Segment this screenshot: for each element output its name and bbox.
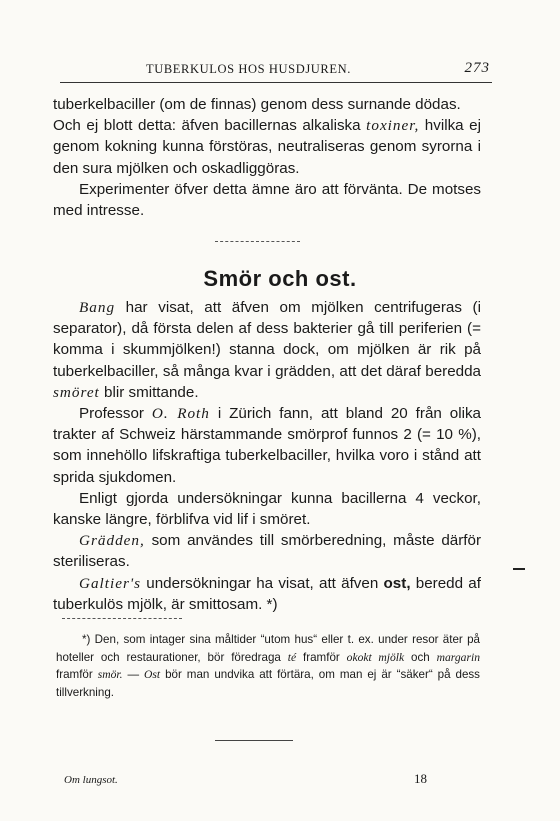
section-title: Smör och ost. bbox=[203, 266, 357, 291]
paragraph: Galtier's undersökningar ha visat, att äfven ost, beredd af tuberkulös mjölk, är smittosam. *) bbox=[53, 574, 481, 613]
body-text-section bbox=[53, 297, 481, 615]
footnote-rule bbox=[62, 618, 182, 619]
bottom-rule bbox=[215, 740, 293, 741]
paragraph: Och ej blott detta: äfven bacillernas alkaliska toxiner, hvilka ej genom kokning kunna förstöras, neutraliseras genom syrorna i den sura mjölken och oskadliggöras. bbox=[53, 117, 481, 177]
paragraph: Enligt gjorda undersökningar kunna bacillerna 4 veckor, kanske längre, förblifva vid lif i smöret. bbox=[53, 489, 481, 529]
paragraph: Bang har visat, att äfven om mjölken centrifugeras (i separator), då första delen af dess bakterier gå till periferien (= komma i skummjölken!) stanna dock, om mjölken är rik på tuberkelbaciller, så många kvar i grädden, att det däraf beredda smöret blir smittande. bbox=[53, 299, 481, 401]
paragraph: Grädden, som användes till smörberedning, måste därför steriliseras. bbox=[53, 532, 481, 571]
running-title: TUBERKULOS HOS HUSDJUREN. bbox=[146, 62, 351, 76]
page-number: 273 bbox=[464, 60, 490, 76]
section-separator bbox=[215, 241, 300, 242]
paragraph: Professor O. Roth i Zürich fann, att bland 20 från olika trakter af Schweiz härstammande smörprof funnos 2 (= 10 %), som innehöllo lifskraftiga tuberkelbaciller, hvilka voro i stånd att sprida sjukdomen. bbox=[53, 405, 482, 486]
signature-number: 18 bbox=[414, 771, 427, 786]
paragraph: Experimenter öfver detta ämne äro att förvänta. De motses med intresse. bbox=[53, 180, 481, 220]
paragraph: tuberkelbaciller (om de finnas) genom dess surnande dödas. bbox=[53, 96, 461, 113]
signature-mark: Om lungsot. bbox=[64, 774, 118, 786]
header-rule bbox=[60, 82, 492, 83]
body-text-top bbox=[53, 94, 481, 221]
margin-mark bbox=[513, 568, 525, 570]
footnote-text: *) Den, som intager sina måltider “utom hus“ eller t. ex. under resor äter på hoteller och restaurationer, bör föredraga té framför okokt mjölk och margarin framför smör. — Ost bör man undvika att förtära, om man ej är “säker“ på dess tillverkning. bbox=[56, 633, 480, 699]
footnote bbox=[56, 631, 480, 701]
